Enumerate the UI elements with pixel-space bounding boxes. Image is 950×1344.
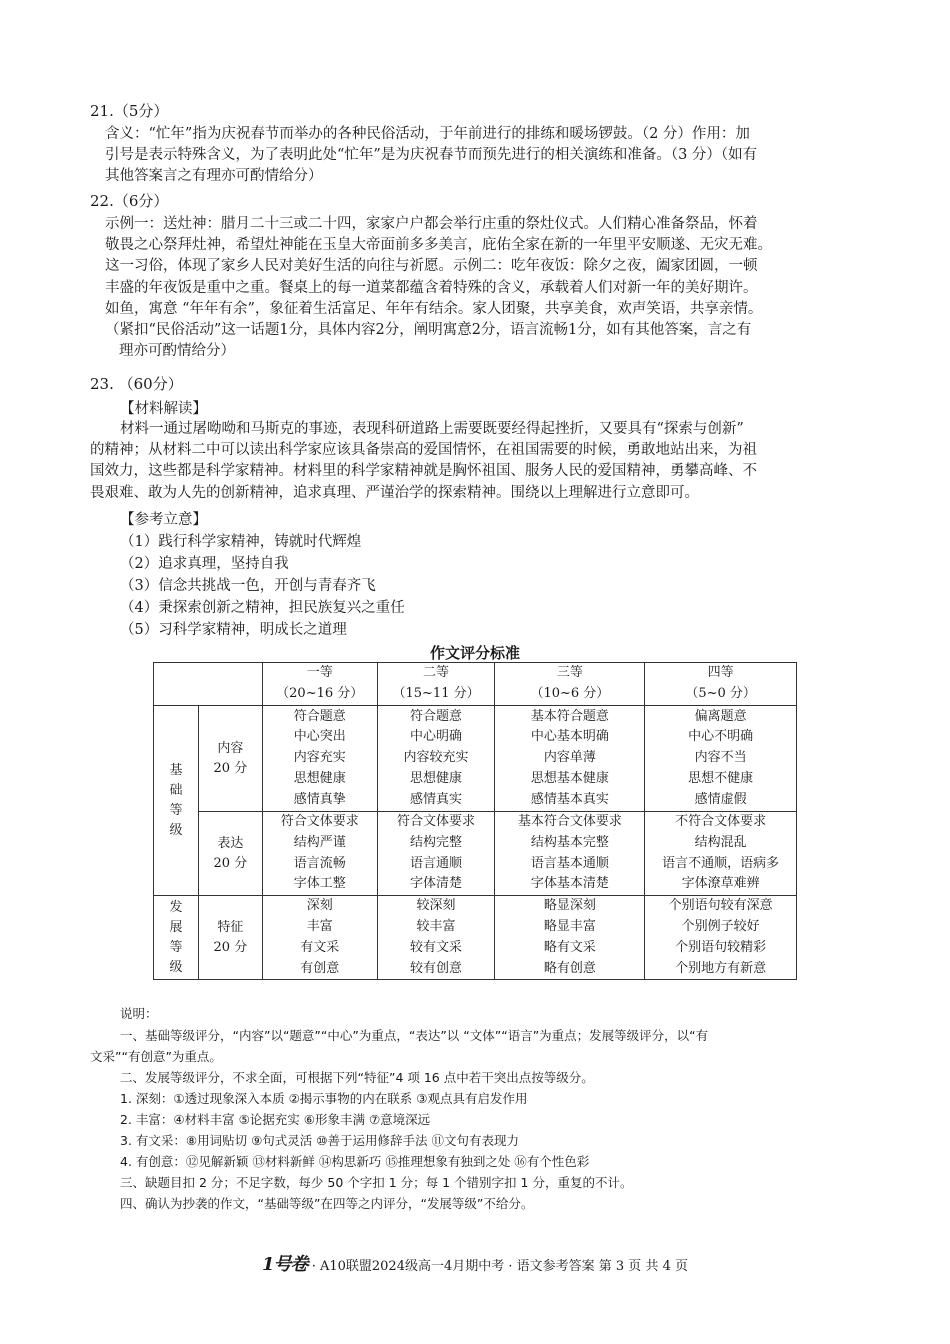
level-range: （10~6 分） (530, 686, 610, 701)
level-name: 一等 (306, 665, 333, 681)
feature-row (154, 896, 797, 980)
criterion: 个别语句较精彩 (675, 939, 767, 955)
criterion: 中心明确 (410, 729, 463, 745)
header-blank-cell (154, 663, 263, 706)
note-line: 二、发展等级评分，不求全面，可根据下列“特征”4 项 16 点中若干突出点按等级分。 (120, 1070, 594, 1085)
criterion: 较有创意 (410, 960, 463, 976)
level-range: （5~0 分） (685, 686, 756, 701)
note-line: 三、缺题目扣 2 分；不足字数，每少 50 个字扣 1 分；每 1 个错别字扣 1 分，重复的不计。 (120, 1175, 633, 1190)
q21-answer (105, 124, 865, 188)
q22-line: 敬畏之心祭拜灶神，希望灶神能在玉皇大帝面前多多美言，庇佑全家在新的一年里平安顺遂、无灾无难。 (105, 237, 772, 254)
label-line: 20 分 (213, 760, 248, 776)
criterion: 中心基本明确 (530, 729, 609, 745)
label-char: 等 (169, 802, 183, 818)
label-char: 发 (169, 899, 183, 915)
criterion: 中心不明确 (688, 729, 754, 745)
material-line: 材料一通过屠呦呦和马斯克的事迹，表现科研道路上需要既要经得起挫折，又要具有“探索与创新” (120, 421, 744, 437)
criterion: 感情虚假 (694, 791, 747, 807)
label-line: 特征 (217, 919, 244, 935)
q22-line: 这一习俗，体现了家乡人民对美好生活的向往与祈愿。示例二：吃年夜饭：除夕之夜，阖家团圆，一顿 (105, 258, 758, 275)
reference-item: （1）践行科学家精神，铸就时代辉煌 (120, 534, 362, 550)
q21-line: 含义：“忙年”指为庆祝春节而举办的各种民俗活动，于年前进行的排练和暖场锣鼓。（2 分）作用：加 (105, 126, 750, 142)
note-line: 文采”“有创意”为重点。 (90, 1049, 222, 1064)
note-line: 3. 有文采：⑧用词贴切 ⑨句式灵活 ⑩善于运用修辞手法 ⑪文句有表现力 (120, 1133, 519, 1148)
q22-line: （紧扣“民俗活动”这一话题1分，具体内容2分，阐明寓意2分，语言流畅1分，如有其他答案，言之有 (105, 322, 752, 339)
criterion: 内容单薄 (543, 750, 596, 766)
criteria-cell (495, 896, 645, 980)
criterion: 基本符合题意 (530, 708, 609, 724)
reference-item: （2）追求真理，坚持自我 (120, 556, 289, 572)
criteria-cell (377, 896, 495, 980)
q22-heading: 22.（6分） (90, 192, 169, 210)
criterion: 较丰富 (416, 918, 456, 934)
criteria-cell (262, 706, 377, 812)
criterion: 语言基本通顺 (530, 855, 609, 871)
criterion: 深刻 (306, 898, 333, 914)
notes-heading: 说明： (120, 1006, 158, 1021)
q21-heading: 21.（5分） (90, 102, 169, 120)
criterion: 丰富 (306, 918, 333, 934)
criterion: 基本符合文体要求 (517, 814, 622, 829)
criterion: 思想健康 (293, 770, 346, 786)
label-line: 内容 (217, 740, 244, 756)
level-range: （20~16 分） (276, 686, 364, 701)
q22-line: 理亦可酌情给分） (119, 343, 235, 360)
criterion: 字体工整 (293, 876, 346, 892)
criterion: 结构基本完整 (530, 834, 609, 850)
criterion: 符合文体要求 (397, 814, 476, 829)
label-char: 础 (169, 782, 183, 798)
criteria-cell (645, 896, 797, 980)
level-name: 三等 (556, 665, 583, 681)
criterion: 符合文体要求 (280, 814, 359, 829)
note-line: 四、确认为抄袭的作文，“基础等级”在四等之内评分，“发展等级”不给分。 (120, 1196, 534, 1211)
criterion: 略有文采 (543, 939, 596, 955)
reference-item: （5）习科学家精神，明成长之道理 (120, 622, 347, 638)
note-line: 一、基础等级评分，“内容”以“题意”“中心”为重点，“表达”以 “文体”“语言”为重点；发展等级评分，以“有 (120, 1028, 709, 1043)
content-row (154, 706, 797, 812)
expression-row (154, 812, 797, 896)
reference-item: （4）秉探索创新之精神，担民族复兴之重任 (120, 600, 405, 616)
material-title: 【材料解读】 (120, 401, 207, 417)
criterion: 感情真实 (410, 791, 463, 807)
criterion: 思想基本健康 (530, 770, 609, 786)
label-line: 20 分 (213, 939, 248, 955)
q22-line: 示例一：送灶神：腊月二十三或二十四，家家户户都会举行庄重的祭灶仪式。人们精心准备祭品，怀着 (105, 216, 758, 232)
criterion: 内容较充实 (403, 750, 469, 766)
table-header-row (154, 663, 797, 706)
criterion: 偏离题意 (694, 708, 747, 724)
criteria-cell (262, 812, 377, 896)
criterion: 较有文采 (410, 939, 463, 955)
criterion: 有文采 (300, 939, 340, 955)
level-range: （15~11 分） (392, 686, 480, 701)
criteria-cell (377, 706, 495, 812)
criterion: 思想不健康 (688, 770, 754, 786)
criterion: 个别语句较有深意 (668, 898, 773, 914)
q22-answer (105, 214, 865, 362)
label-char: 基 (169, 762, 183, 778)
criterion: 字体潦草难辨 (681, 876, 760, 892)
note-line: 2. 丰富：④材料丰富 ⑤论据充实 ⑥形象丰满 ⑦意境深远 (120, 1112, 431, 1127)
criteria-cell (645, 706, 797, 812)
criterion: 结构混乱 (694, 834, 747, 850)
criterion: 语言流畅 (293, 855, 346, 871)
criterion: 语言不通顺，语病多 (662, 855, 780, 871)
reference-item: （3）信念共挑战一色，开创与青春齐飞 (120, 578, 376, 594)
criterion: 感情基本真实 (530, 791, 609, 807)
label-line: 20 分 (213, 855, 248, 871)
criterion: 符合题意 (410, 708, 463, 724)
material-line: 的精神；从材料二中可以读出科学家应该具备崇高的爱国情怀，在祖国需要的时候，勇敢地站出来，为祖 (90, 442, 757, 459)
footer-text: · A10联盟2024级高一4月期中考 · 语文参考答案 第 3 页 共 4 页 (311, 1259, 688, 1274)
expression-label (198, 812, 262, 896)
criterion: 较深刻 (416, 898, 456, 914)
level-name: 四等 (707, 665, 734, 681)
label-char: 展 (169, 919, 183, 935)
criterion: 符合题意 (293, 708, 346, 724)
criterion: 内容充实 (293, 750, 346, 766)
criterion: 个别地方有新意 (675, 960, 767, 976)
material-interpretation (90, 419, 865, 504)
reference-title: 【参考立意】 (120, 512, 207, 528)
criterion: 不符合文体要求 (675, 814, 767, 829)
table-title: 作文评分标准 (429, 644, 520, 662)
feature-label (198, 896, 262, 980)
criterion: 思想健康 (410, 770, 463, 786)
note-line: 4. 有创意：⑫见解新颖 ⑬材料新鲜 ⑭构思新巧 ⑮推理想象有独到之处 ⑯有个性色彩 (120, 1154, 590, 1169)
grading-table (153, 662, 797, 980)
criteria-cell (495, 812, 645, 896)
basic-level-label (154, 706, 199, 896)
q22-line: 如鱼，寓意 “年年有余”，象征着生活富足、年年有结余。家人团聚，共享美食，欢声笑语，共享亲情。 (105, 300, 763, 317)
criterion: 字体基本清楚 (530, 876, 609, 892)
criterion: 结构完整 (410, 834, 463, 850)
level-header (645, 663, 797, 706)
criterion: 略有创意 (543, 960, 596, 976)
criterion: 感情真挚 (293, 791, 346, 807)
label-char: 级 (169, 822, 183, 838)
label-char: 级 (169, 959, 183, 975)
brand-logo: 1号卷 (262, 1254, 308, 1275)
q22-line: 丰盛的年夜饭是重中之重。餐桌上的每一道菜都蕴含着特殊的含义，承载着人们对新一年的美好期许。 (105, 279, 758, 296)
note-line: 1. 深刻：①透过现象深入本质 ②揭示事物的内在联系 ③观点具有启发作用 (120, 1091, 528, 1106)
label-char: 等 (169, 939, 183, 955)
criteria-cell (495, 706, 645, 812)
criterion: 中心突出 (293, 729, 346, 745)
level-header (262, 663, 377, 706)
criterion: 结构严谨 (293, 834, 346, 850)
criterion: 略显深刻 (543, 898, 596, 914)
level-name: 二等 (423, 665, 450, 681)
label-line: 表达 (217, 835, 244, 851)
content-label (198, 706, 262, 812)
criteria-cell (262, 896, 377, 980)
level-header (495, 663, 645, 706)
criterion: 个别例子较好 (681, 918, 760, 934)
development-level-label (154, 896, 199, 980)
q21-line: 引号是表示特殊含义，为了表明此处“忙年”是为庆祝春节而预先进行的相关演练和准备。（3 分）（如有 (105, 147, 758, 164)
criterion: 字体清楚 (410, 876, 463, 892)
criterion: 略显丰富 (543, 918, 596, 934)
material-line: 国效力，这些都是科学家精神。材料里的科学家精神就是胸怀祖国、服务人民的爱国精神，勇攀高峰、不 (90, 463, 757, 480)
q21-line: 其他答案言之有理亦可酌情给分） (105, 168, 323, 185)
page-footer (0, 1250, 950, 1276)
q23-heading: 23. （60分） (90, 375, 183, 393)
criterion: 内容不当 (694, 750, 747, 766)
criteria-cell (645, 812, 797, 896)
criterion: 语言通顺 (410, 855, 463, 871)
level-header (377, 663, 495, 706)
criteria-cell (377, 812, 495, 896)
criterion: 有创意 (300, 960, 340, 976)
material-line: 畏艰难、敢为人先的创新精神，追求真理、严谨治学的探索精神。围绕以上理解进行立意即可。 (90, 484, 699, 501)
